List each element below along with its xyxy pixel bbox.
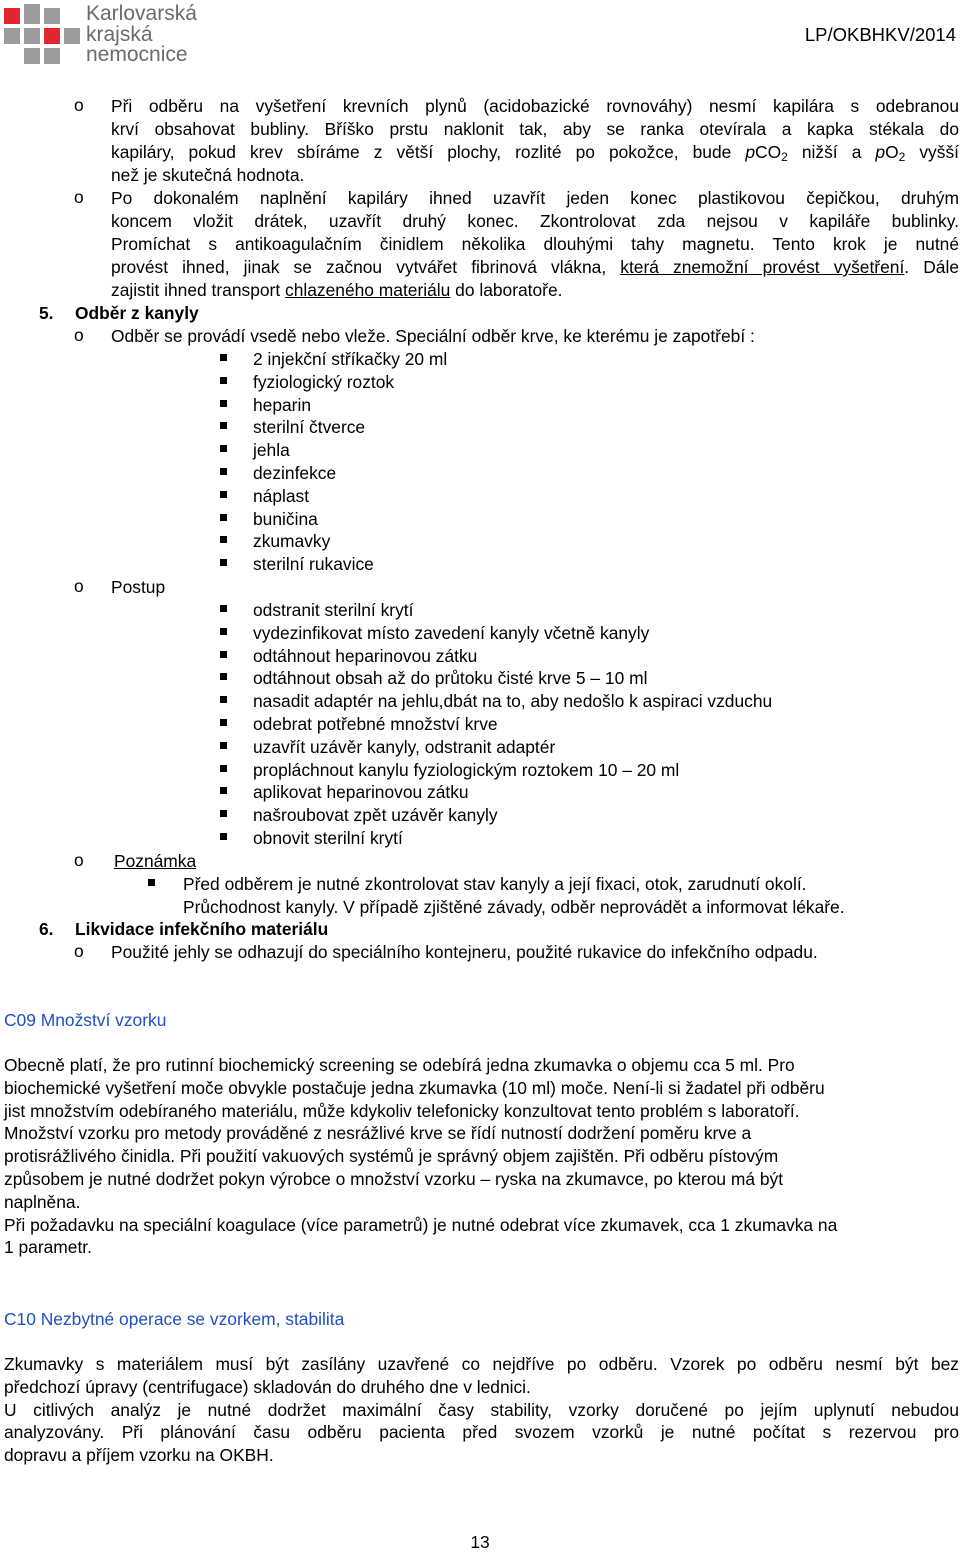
equipment-item: fyziologický roztok <box>253 371 395 392</box>
procedure-step: vydezinfikovat místo zavedení kanyly včetně kanyly <box>253 622 650 643</box>
equipment-item: heparin <box>253 394 312 415</box>
square-bullet-icon <box>220 719 227 726</box>
square-bullet-icon <box>220 400 227 407</box>
equipment-item: náplast <box>253 485 310 506</box>
procedure-step: odstranit sterilní krytí <box>253 600 414 620</box>
equipment-item: buničina <box>253 508 318 529</box>
procedure-step: odtáhnout heparinovou zátku <box>253 645 478 666</box>
square-bullet-icon <box>220 468 227 475</box>
square-bullet-icon <box>220 765 227 772</box>
logo-line-2: krajská <box>86 22 153 46</box>
square-bullet-icon <box>220 673 227 680</box>
c09-line: naplněna. <box>4 1191 81 1212</box>
section-6-title: Likvidace infekčního materiálu <box>75 919 329 939</box>
note-label: Poznámka <box>114 851 197 871</box>
section-5-intro: Odběr se provádí vsedě nebo vleže. Speciální odběr krve, ke kterému je zapotřebí : <box>111 326 755 346</box>
equipment-item: 2 injekční stříkačky 20 ml <box>253 349 448 369</box>
equipment-item: zkumavky <box>253 531 331 552</box>
c09-line: biochemické vyšetření moče obvykle postačuje jedna zkumavka (10 ml) moče. Není-li si žadatel při odběru <box>4 1077 825 1098</box>
bullet-o: o <box>74 325 84 345</box>
square-bullet-icon <box>220 696 227 703</box>
square-bullet-icon <box>220 742 227 749</box>
hospital-logo <box>4 4 219 72</box>
c09-heading: C09 Množství vzorku <box>4 1010 167 1030</box>
bullet-o: o <box>74 941 84 961</box>
bullet-o: o <box>74 850 84 870</box>
note-line-2: Průchodnost kanyly. V případě zjištěné závady, odběr neprovádět a informovat lékaře. <box>183 897 845 917</box>
p1-line-3: kapiláry, pokud krev sbíráme z větší plochy, rozlité po pokožce, bude pCO$_2$ nižší a $pO_2$ vyšší <box>111 142 959 164</box>
procedure-step: našroubovat zpět uzávěr kanyly <box>253 805 498 826</box>
p1-line-1: Při odběru na vyšetření krevních plynů (acidobazické rovnováhy) nesmí kapilára s odebranou <box>111 96 959 116</box>
postup-label: Postup <box>111 577 166 597</box>
c10-heading: C10 Nezbytné operace se vzorkem, stabilita <box>4 1309 345 1329</box>
square-bullet-icon <box>220 787 227 794</box>
square-bullet-icon <box>220 354 227 361</box>
c09-line: 1 parametr. <box>4 1237 92 1258</box>
p1-line-2: krví obsahovat bubliny. Bříško prstu naklonit tak, aby se ranka otevírala a kapka stékala do <box>111 119 959 139</box>
equipment-item: sterilní čtverce <box>253 417 366 438</box>
c09-line: Při požadavku na speciální koagulace (více parametrů) je nutné odebrat více zkumavek, cca 1 zkumavka na <box>4 1214 838 1235</box>
logo-line-3: nemocnice <box>86 43 188 66</box>
note-line-1: Před odběrem je nutné zkontrolovat stav kanyly a její fixaci, otok, zarudnutí okolí. <box>183 874 807 894</box>
square-bullet-icon <box>220 445 227 452</box>
c10-line: předchozí úpravy (centrifugace) skladován do druhého dne v lednici. <box>4 1376 531 1397</box>
section-6-number: 6. <box>39 919 54 939</box>
c09-line: Obecně platí, že pro rutinní biochemický screening se odebírá jedna zkumavka o objemu cca 5 ml. Pro <box>4 1055 795 1075</box>
section-5-number: 5. <box>39 303 54 323</box>
square-bullet-icon <box>220 377 227 384</box>
procedure-step: uzavřít uzávěr kanyly, odstranit adaptér <box>253 736 556 757</box>
square-bullet-icon <box>220 810 227 817</box>
section-5-title: Odběr z kanyly <box>75 303 199 323</box>
procedure-step: aplikovat heparinovou zátku <box>253 782 469 803</box>
logo-line-1: Karlovarská <box>86 2 197 25</box>
procedure-step: obnovit sterilní krytí <box>253 828 403 848</box>
square-bullet-icon <box>220 559 227 566</box>
c10-line: dopravu a příjem vzorku na OKBH. <box>4 1445 274 1466</box>
procedure-step: odtáhnout obsah až do průtoku čisté krve 5 – 10 ml <box>253 668 648 689</box>
c09-line: Množství vzorku pro metody prováděné z nesrážlivé krve se řídí nutností dodržení poměru krve a <box>4 1123 752 1144</box>
bullet-o: o <box>74 187 84 207</box>
p2-line-1: Po dokonalém naplnění kapiláry ihned uzavřít jeden konec plastikovou čepičkou, druhým <box>111 188 959 208</box>
procedure-step: odebrat potřebné množství krve <box>253 714 498 734</box>
document-code: LP/OKBHKV/2014 <box>804 24 956 45</box>
square-bullet-icon <box>220 422 227 429</box>
square-bullet-icon <box>220 651 227 658</box>
p2-line-5: zajistit ihned transport chlazeného materiálu do laboratoře. <box>111 280 563 300</box>
equipment-item: jehla <box>253 440 290 461</box>
square-bullet-icon <box>220 491 227 498</box>
square-bullet-icon <box>220 605 227 612</box>
c10-line: analyzovány. Při plánování času odběru pacienta před svozem vzorků je nutné počítat s rezervou pro <box>4 1422 959 1443</box>
square-bullet-icon <box>220 514 227 521</box>
p1-line-4: než je skutečná hodnota. <box>111 165 305 185</box>
p2-line-4: provést ihned, jinak se začnou vytvářet fibrinová vlákna, která znemožní provést vyšetření. Dále <box>111 257 959 277</box>
equipment-item: dezinfekce <box>253 463 337 483</box>
c09-line: způsobem je nutné dodržet pokyn výrobce o množství vzorku – ryska na zkumavce, po kterou má být <box>4 1169 784 1189</box>
bullet-o: o <box>74 576 84 596</box>
c09-line: jist množstvím odebíraného materiálu, může kdykoliv telefonicky konzultovat tento problém s laboratoří. <box>4 1100 800 1121</box>
c09-line: protisrážlivého činidla. Při použití vakuových systémů je správný objem zajištěn. Při odběru pístovým <box>4 1146 779 1167</box>
c10-line: Zkumavky s materiálem musí být zasílány uzavřené co nejdříve po odběru. Vzorek po odběru nesmí být bez <box>4 1354 959 1374</box>
procedure-step: propláchnout kanylu fyziologickým roztokem 10 – 20 ml <box>253 759 680 780</box>
square-bullet-icon <box>220 628 227 635</box>
equipment-item: sterilní rukavice <box>253 554 374 575</box>
cross-logo-icon <box>4 4 82 72</box>
square-bullet-icon <box>220 536 227 543</box>
bullet-o: o <box>74 95 84 115</box>
square-bullet-icon <box>220 833 227 840</box>
page-number: 13 <box>470 1532 490 1552</box>
c10-line: U citlivých analýz je nutné dodržet maximální časy stability, vzorky doručené po jejím uplynutí nebudou <box>4 1399 959 1420</box>
section-6-item: Použité jehly se odhazují do speciálního kontejneru, použité rukavice do infekčního odpadu. <box>111 942 818 962</box>
logo-text <box>86 4 197 66</box>
square-bullet-icon <box>148 879 155 886</box>
procedure-step: nasadit adaptér na jehlu,dbát na to, aby nedošlo k aspiraci vzduchu <box>253 691 773 712</box>
p2-line-3: Promíchat s antikoagulačním činidlem několika dlouhými tahy magnetu. Tento krok je nutné <box>111 234 959 254</box>
p2-line-2: koncem vložit drátek, uzavřít druhý konec. Zkontrolovat zda nejsou v kapiláře bublinky. <box>111 211 959 231</box>
